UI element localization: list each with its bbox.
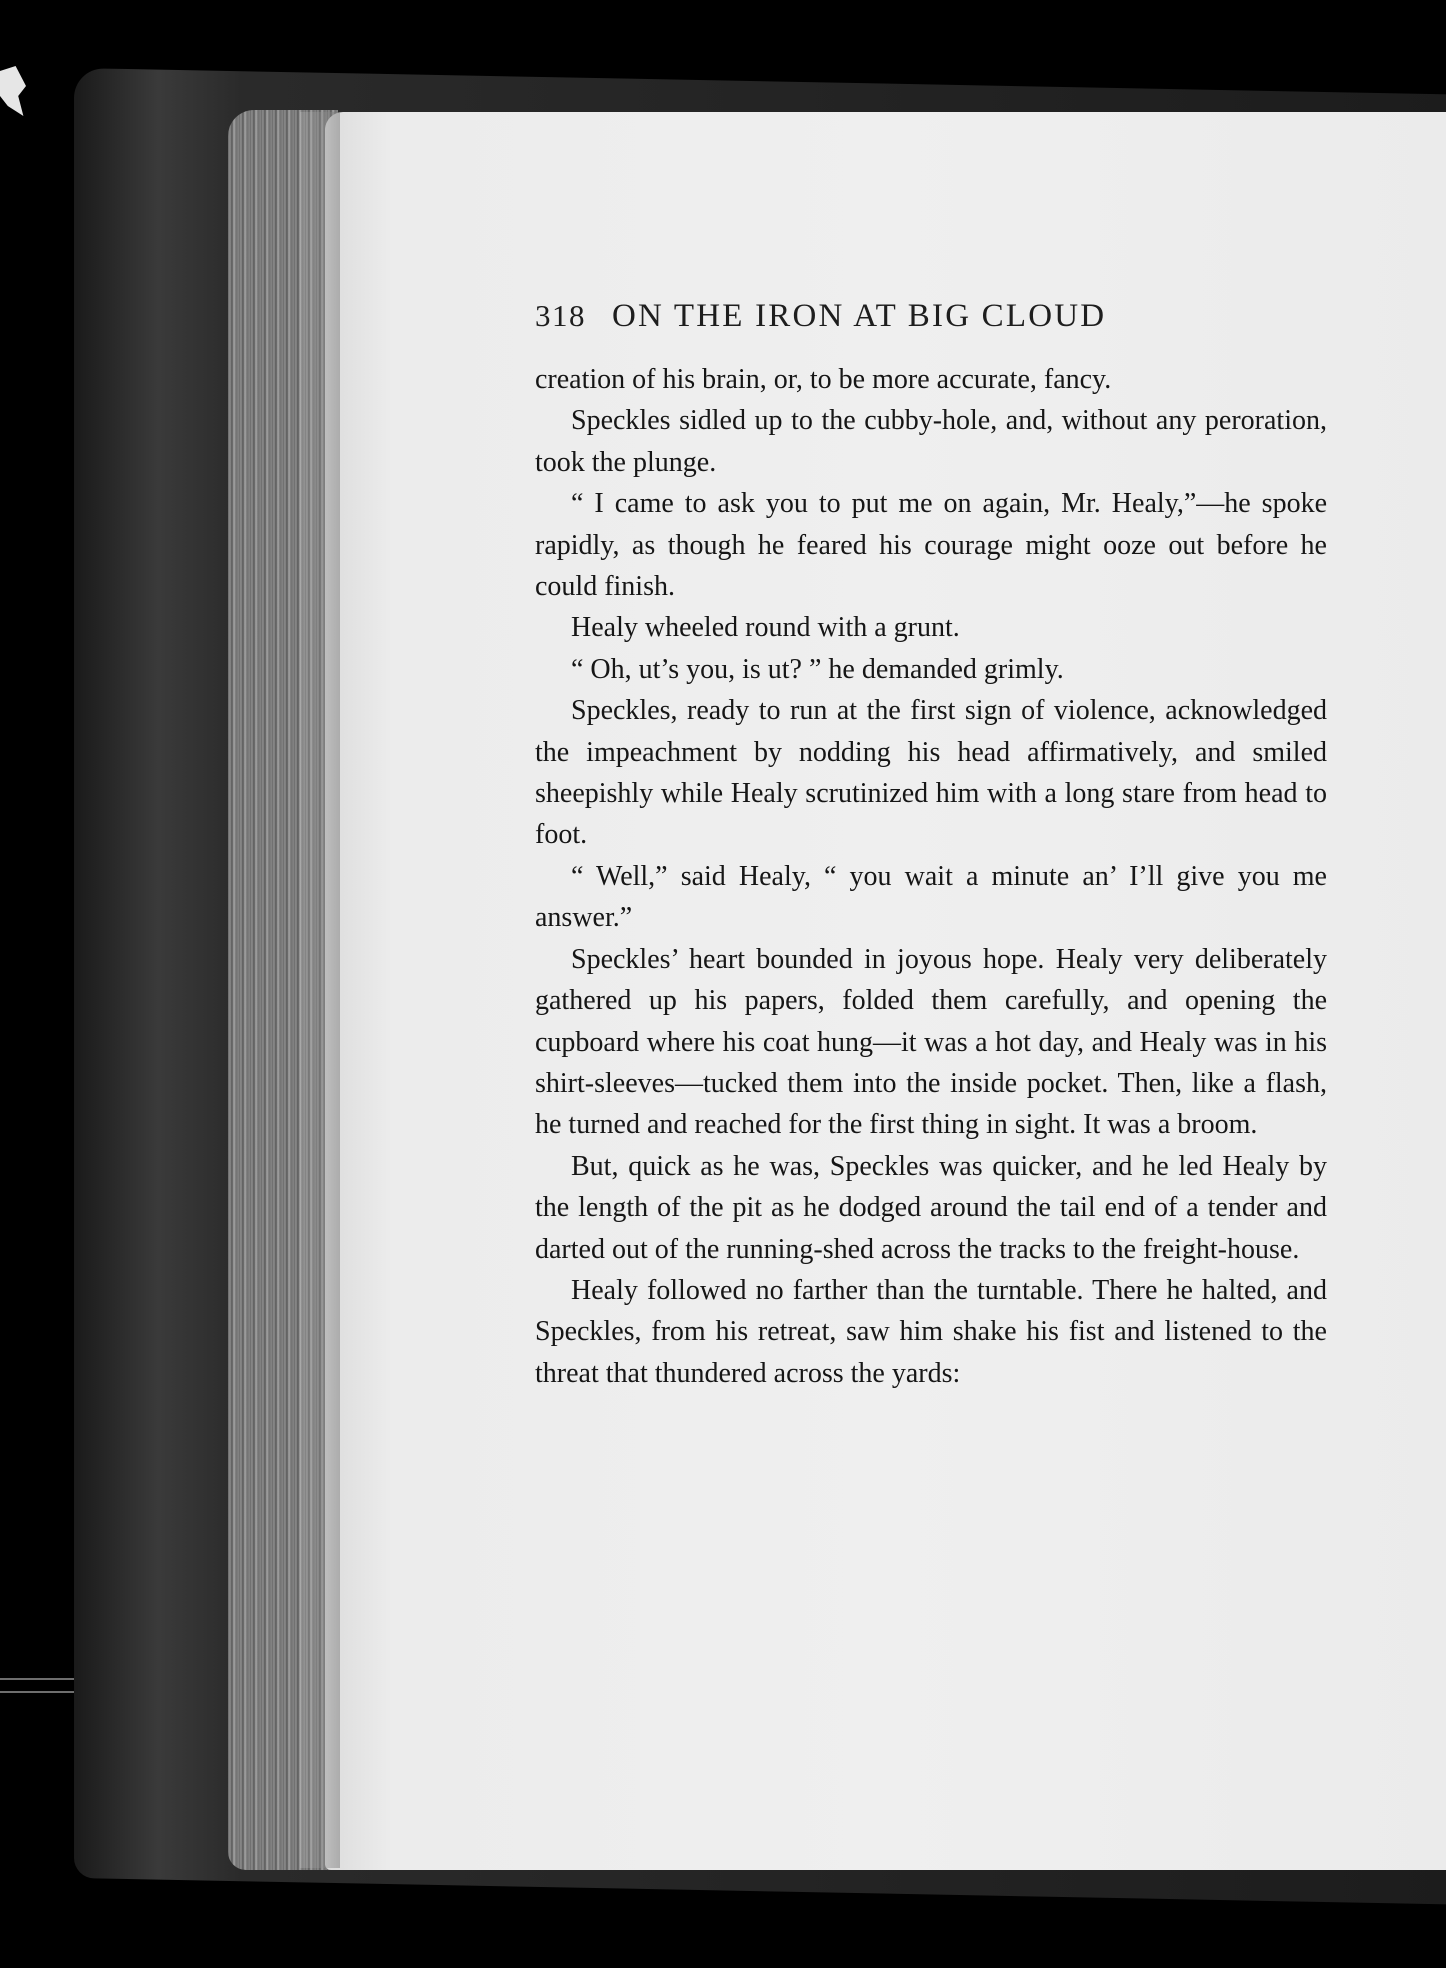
book-title: ON THE IRON AT BIG CLOUD: [612, 298, 1107, 334]
page-number: 318: [535, 298, 586, 333]
paragraph: Healy followed no farther than the turntable. There he halted, and Speckles, from his retreat, saw him shake his fist and listened to the threat that thundered across the yards:: [535, 1274, 1327, 1389]
page-content: [535, 298, 1327, 1394]
scan-speck: [0, 66, 26, 116]
paragraph: Healy wheeled round with a grunt.: [571, 612, 960, 644]
paragraph: Speckles’ heart bounded in joyous hope. Healy very deliberately gathered up his papers, folded them carefully, and opening the cupboard where his coat hung—it was a hot day, and Healy was in his shirt-sleeves—tucked them into the inside pocket. Then, like a flash, he turned and reached for the first thing in sight. It was a broom.: [535, 943, 1327, 1141]
paragraph: But, quick as he was, Speckles was quicker, and he led Healy by the length of the pit as he dodged around the tail end of a tender and darted out of the running-shed across the tracks to the freight-house.: [535, 1150, 1327, 1265]
paragraph: “ Oh, ut’s you, is ut? ” he demanded grimly.: [571, 653, 1064, 685]
body-text: [535, 359, 1327, 1394]
paragraph: Speckles, ready to run at the first sign of violence, acknowledged the impeachment by nodding his head affirmatively, and smiled sheepishly while Healy scrutinized him with a long stare from head to foot.: [535, 695, 1327, 851]
page-gutter-shadow: [300, 112, 340, 1868]
paragraph: “ Well,” said Healy, “ you wait a minute an’ I’ll give you me answer.”: [535, 860, 1327, 934]
running-head: [535, 298, 1327, 335]
paragraph: Speckles sidled up to the cubby-hole, and, without any peroration, took the plunge.: [535, 405, 1327, 478]
paragraph: creation of his brain, or, to be more accurate, fancy.: [535, 364, 1112, 395]
paragraph: “ I came to ask you to put me on again, Mr. Healy,”—he spoke rapidly, as though he feared his courage might ooze out before he could finish.: [535, 488, 1327, 603]
